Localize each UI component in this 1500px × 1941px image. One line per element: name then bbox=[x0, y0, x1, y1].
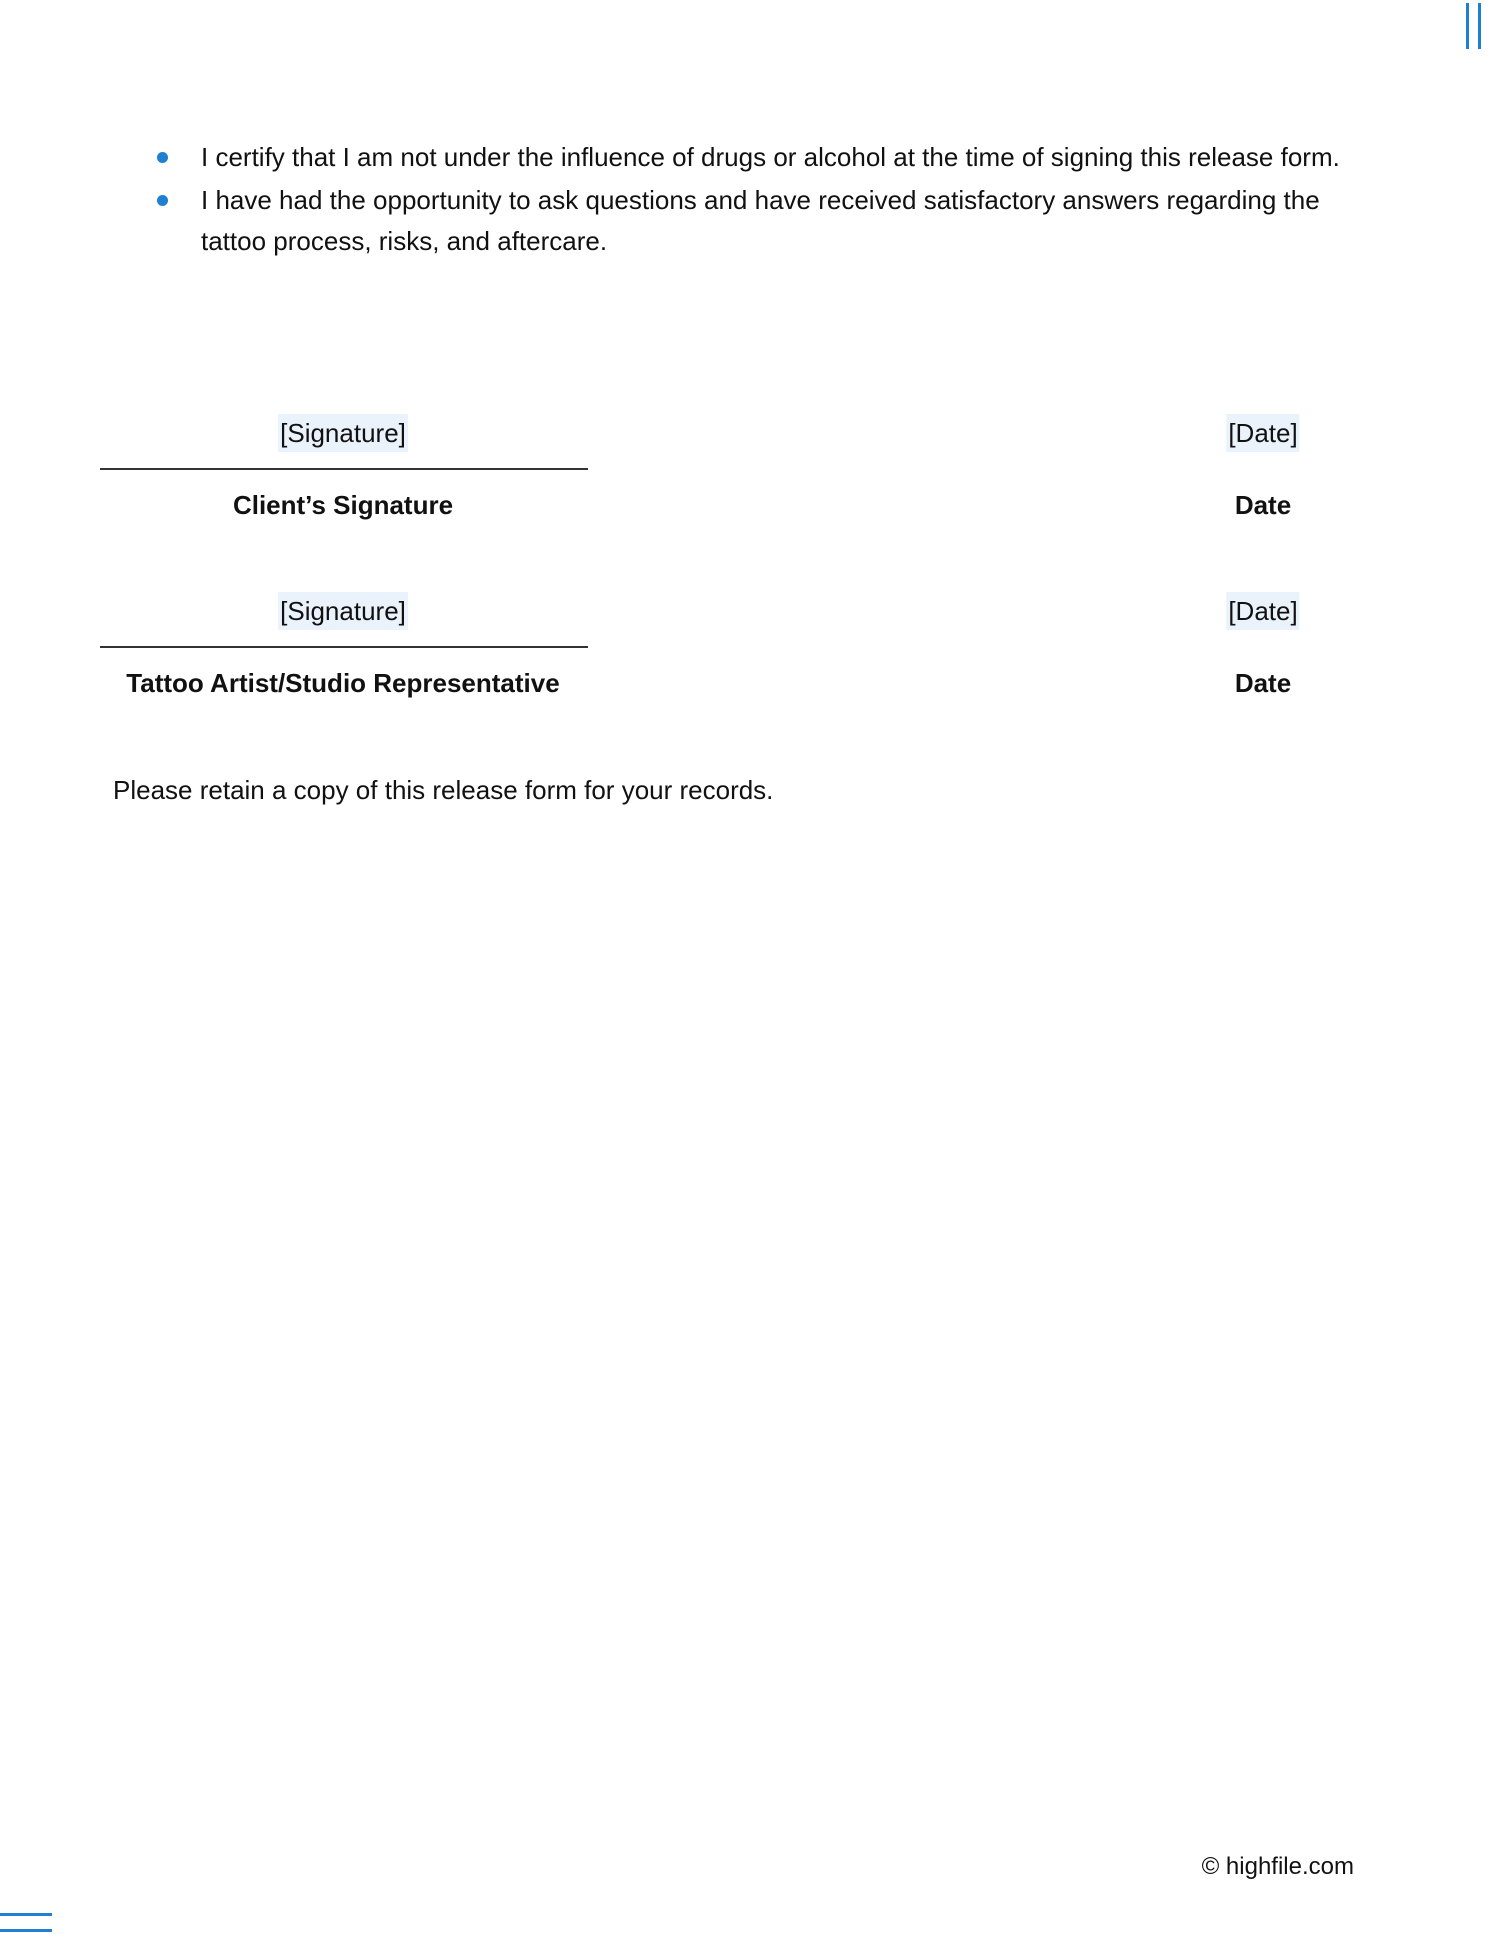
copyright-footer: © highfile.com bbox=[1201, 1853, 1354, 1880]
corner-bar bbox=[1466, 3, 1469, 49]
list-item bbox=[157, 180, 1382, 262]
list-item-text: I certify that I am not under the influence of drugs or alcohol at the time of signing this release form. bbox=[201, 142, 1340, 172]
corner-decoration-top-right bbox=[1466, 3, 1484, 49]
list-item bbox=[157, 137, 1382, 178]
certification-list bbox=[157, 137, 1382, 264]
corner-bar bbox=[1478, 3, 1481, 49]
client-date-caption: Date bbox=[1234, 490, 1292, 520]
signature-line bbox=[100, 646, 588, 648]
corner-bar bbox=[0, 1929, 52, 1932]
client-signature-block bbox=[0, 410, 1500, 540]
signature-line bbox=[100, 468, 588, 470]
artist-signature-block bbox=[0, 588, 1500, 718]
corner-decoration-bottom-left bbox=[0, 1913, 52, 1935]
client-signature-caption: Client’s Signature bbox=[232, 490, 454, 520]
client-signature-field[interactable]: [Signature] bbox=[278, 414, 408, 452]
artist-signature-field[interactable]: [Signature] bbox=[278, 592, 408, 630]
artist-date-field[interactable]: [Date] bbox=[1226, 592, 1299, 630]
retain-copy-note: Please retain a copy of this release form for your records. bbox=[113, 775, 774, 805]
list-item-text: I have had the opportunity to ask questions and have received satisfactory answers regarding the tattoo process, risks, and aftercare. bbox=[201, 185, 1320, 256]
artist-date-caption: Date bbox=[1234, 668, 1292, 698]
corner-bar bbox=[0, 1913, 52, 1916]
bullet-icon bbox=[157, 152, 168, 163]
bullet-icon bbox=[157, 195, 168, 206]
client-date-field[interactable]: [Date] bbox=[1226, 414, 1299, 452]
artist-signature-caption: Tattoo Artist/Studio Representative bbox=[126, 668, 560, 698]
